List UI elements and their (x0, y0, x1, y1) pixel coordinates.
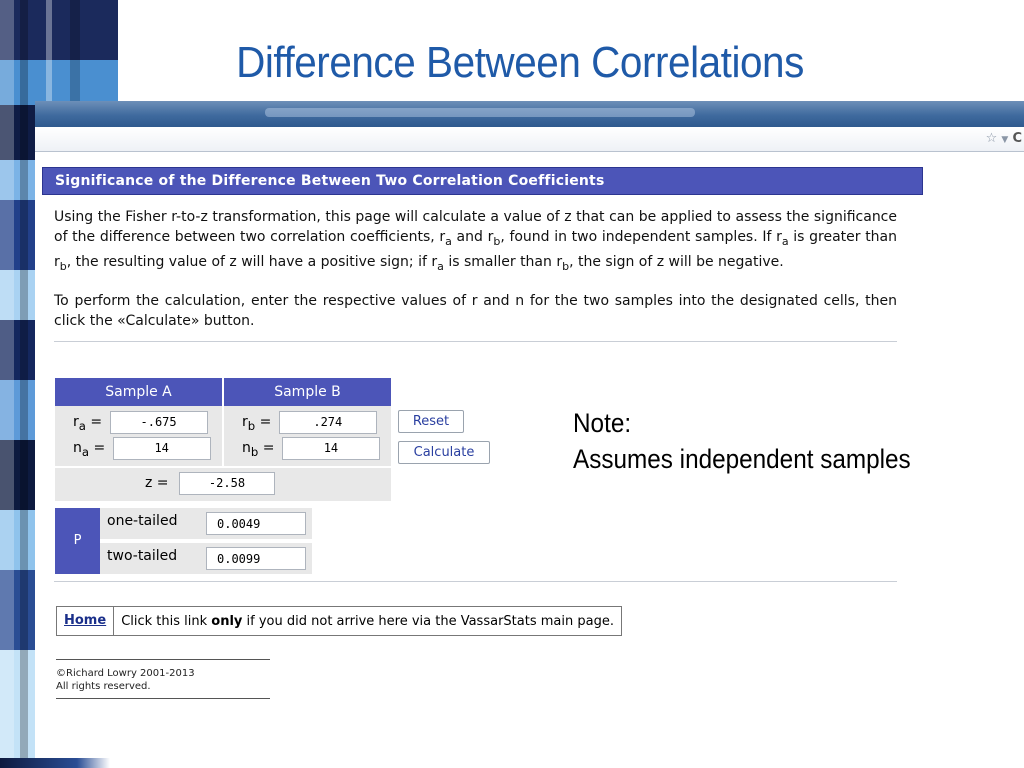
reload-icon[interactable]: C (1012, 131, 1022, 146)
copyright-line-2: All rights reserved. (56, 681, 151, 692)
sample-b-header: Sample B (224, 378, 391, 406)
home-link[interactable]: Home (57, 607, 114, 635)
calculator-table (55, 378, 391, 501)
nb-cell (224, 435, 391, 466)
toolbar-tools (986, 131, 1022, 146)
rb-input[interactable]: .274 (279, 411, 377, 434)
na-cell (55, 435, 224, 466)
ra-label: $r_a$ = (73, 414, 103, 433)
page-header: Significance of the Difference Between Two Correlation Coefficients (42, 167, 923, 195)
calculate-button[interactable]: Calculate (398, 441, 490, 464)
browser-toolbar (35, 127, 1024, 152)
intro-paragraph: Using the Fisher r-to-z transformation, this page will calculate a value of z that can be applied to assess the significance of the difference between two correlation coefficients, $r_a$ and $r_b$, found in two independent samples. If $r_a$ is greater than $r_b$, the resulting value of z will have a positive sign; if $r_a$ is smaller than $r_b$, the sign of z will be negative. (54, 209, 898, 273)
z-cell (55, 466, 391, 501)
note-body: Assumes independent samples (573, 444, 911, 474)
home-link-note: Click this link only if you did not arrive here via the VassarStats main page. (121, 613, 614, 629)
copyright-line-1: ©Richard Lowry 2001-2013 (56, 668, 195, 679)
window-titlebar (35, 101, 1024, 127)
nb-input[interactable]: 14 (282, 437, 380, 460)
page-content (42, 167, 942, 342)
footer-rule-top (56, 659, 270, 660)
star-icon[interactable]: ☆ (985, 131, 998, 146)
note-label: Note: (573, 408, 632, 438)
rb-label: $r_b$ = (242, 414, 272, 433)
two-tailed-row (100, 543, 312, 574)
p-label: P (55, 508, 100, 574)
dropdown-arrow-icon[interactable]: ▼ (1001, 135, 1009, 145)
one-tailed-row (100, 508, 312, 539)
divider-bottom (54, 581, 897, 582)
slide-corner-decoration (0, 758, 110, 768)
note-text (573, 405, 911, 477)
na-label: $n_a$ = (73, 440, 106, 459)
instructions-paragraph: To perform the calculation, enter the respective values of r and n for the two samples into the designated cells, then click the «Calculate» button. (54, 292, 897, 329)
two-tailed-label: two-tailed (107, 548, 178, 564)
nb-label: $n_b$ = (242, 440, 275, 459)
home-link-box (56, 606, 622, 636)
p-value-block (55, 508, 312, 574)
z-output: -2.58 (179, 472, 275, 495)
window-title-blurred (265, 108, 695, 117)
one-tailed-output: 0.0049 (206, 512, 306, 535)
two-tailed-output: 0.0099 (206, 547, 306, 570)
rb-cell (224, 406, 391, 435)
z-label: z = (145, 475, 169, 491)
copyright (56, 667, 195, 693)
divider (54, 341, 897, 342)
reset-button[interactable]: Reset (398, 410, 464, 433)
ra-cell (55, 406, 224, 435)
slide-title: Difference Between Correlations (236, 38, 804, 87)
footer-rule-bottom (56, 698, 270, 699)
na-input[interactable]: 14 (113, 437, 211, 460)
ra-input[interactable]: -.675 (110, 411, 208, 434)
one-tailed-label: one-tailed (107, 513, 178, 529)
sample-a-header: Sample A (55, 378, 224, 406)
